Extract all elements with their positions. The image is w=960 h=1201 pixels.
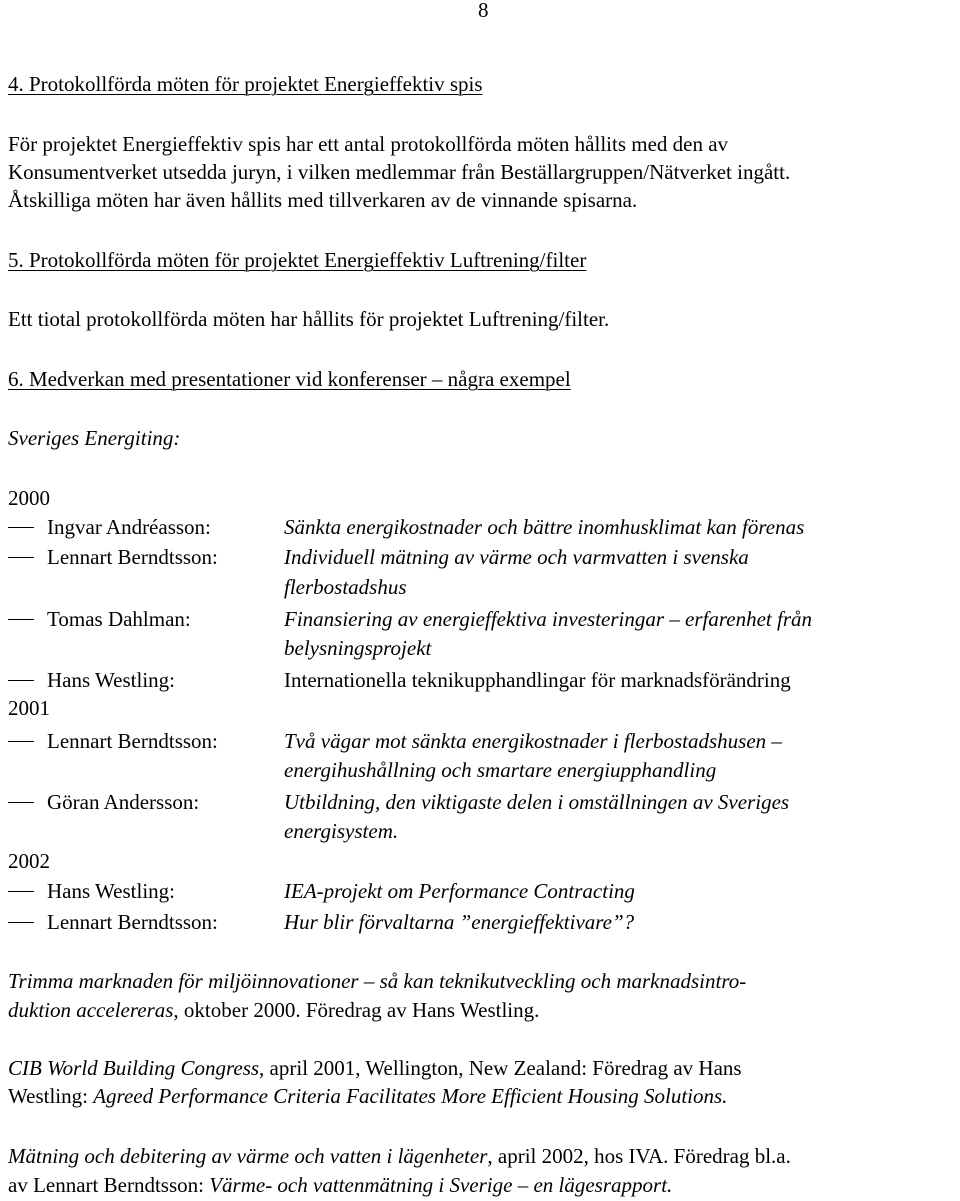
talk-title: Två vägar mot sänkta energikostnader i flerbostadshusen – bbox=[284, 729, 782, 753]
section-4-heading: 4. Protokollförda möten för projektet Energieffektiv spis bbox=[8, 72, 483, 96]
reference-title: Mätning och debitering av värme och vatten i lägenheter bbox=[8, 1144, 488, 1168]
section-6-heading: 6. Medverkan med presentationer vid konferenser – några exempel bbox=[8, 367, 571, 391]
talk-title-continued: energihushållning och smartare energiupphandling bbox=[284, 758, 717, 782]
section-5-heading: 5. Protokollförda möten för projektet Energieffektiv Luftrening/filter bbox=[8, 248, 587, 272]
dash-bullet bbox=[8, 891, 34, 892]
talk-title: Individuell mätning av värme och varmvatten i svenska bbox=[284, 545, 749, 569]
section-4-line-3: Åtskilliga möten har även hållits med tillverkaren av de vinnande spisarna. bbox=[8, 188, 638, 212]
reference-details: av Lennart Berndtsson: bbox=[8, 1173, 210, 1197]
reference-title: CIB World Building Congress bbox=[8, 1056, 260, 1080]
reference-1-line-1 bbox=[8, 967, 746, 995]
dash-bullet bbox=[8, 680, 34, 681]
reference-title: duktion accelereras bbox=[8, 998, 174, 1022]
dash-bullet bbox=[8, 802, 34, 803]
talk-title: Hur blir förvaltarna ”energieffektivare”? bbox=[284, 910, 635, 934]
dash-bullet bbox=[8, 619, 34, 620]
speaker-name: Hans Westling: bbox=[47, 668, 175, 692]
talk-title-continued: flerbostadshus bbox=[284, 575, 407, 599]
speaker-name: Göran Andersson: bbox=[47, 790, 200, 814]
reference-talk-title: Agreed Performance Criteria Facilitates More Efficient Housing Solutions. bbox=[93, 1084, 728, 1108]
year-2002: 2002 bbox=[8, 849, 50, 873]
dash-bullet bbox=[8, 557, 34, 558]
reference-2-line-2 bbox=[8, 1082, 727, 1110]
dash-bullet bbox=[8, 922, 34, 923]
speaker-name: Lennart Berndtsson: bbox=[47, 729, 218, 753]
reference-details: , april 2002, hos IVA. Föredrag bl.a. bbox=[487, 1144, 791, 1168]
dash-bullet bbox=[8, 527, 34, 528]
talk-title-continued: energisystem. bbox=[284, 819, 399, 843]
section-4-line-1: För projektet Energieffektiv spis har ett antal protokollförda möten hållits med den av bbox=[8, 132, 729, 156]
reference-details: Westling: bbox=[8, 1084, 94, 1108]
section-4-line-2: Konsumentverket utsedda juryn, i vilken medlemmar från Beställargruppen/Nätverket ingått. bbox=[8, 160, 791, 184]
section-5-text: Ett tiotal protokollförda möten har hållits för projektet Luftrening/filter. bbox=[8, 307, 610, 331]
speaker-name: Ingvar Andréasson: bbox=[47, 515, 211, 539]
year-2000: 2000 bbox=[8, 486, 50, 510]
talk-title: Internationella teknikupphandlingar för marknadsförändring bbox=[284, 668, 791, 692]
speaker-name: Lennart Berndtsson: bbox=[47, 910, 218, 934]
reference-1-line-2 bbox=[8, 996, 539, 1024]
reference-details: , april 2001, Wellington, New Zealand: Föredrag av Hans bbox=[259, 1056, 742, 1080]
talk-title: Utbildning, den viktigaste delen i omställningen av Sveriges bbox=[284, 790, 790, 814]
reference-talk-title: Värme- och vattenmätning i Sverige – en lägesrapport. bbox=[209, 1173, 673, 1197]
talk-title: Finansiering av energieffektiva investeringar – erfarenhet från bbox=[284, 607, 812, 631]
speaker-name: Hans Westling: bbox=[47, 879, 175, 903]
reference-title: Trimma marknaden för miljöinnovationer – så kan teknikutveckling och marknadsintro- bbox=[8, 969, 747, 993]
talk-title-continued: belysningsprojekt bbox=[284, 636, 432, 660]
speaker-name: Lennart Berndtsson: bbox=[47, 545, 218, 569]
reference-3-line-2 bbox=[8, 1171, 672, 1199]
reference-3-line-1 bbox=[8, 1142, 791, 1170]
speaker-name: Tomas Dahlman: bbox=[47, 607, 191, 631]
reference-2-line-1 bbox=[8, 1054, 742, 1082]
talk-title: Sänkta energikostnader och bättre inomhusklimat kan förenas bbox=[284, 515, 805, 539]
reference-details: , oktober 2000. Föredrag av Hans Westling. bbox=[173, 998, 540, 1022]
year-2001: 2001 bbox=[8, 696, 50, 720]
section-6-subheading: Sveriges Energiting: bbox=[8, 426, 181, 450]
talk-title: IEA-projekt om Performance Contracting bbox=[284, 879, 635, 903]
dash-bullet bbox=[8, 741, 34, 742]
page-number: 8 bbox=[478, 0, 489, 22]
